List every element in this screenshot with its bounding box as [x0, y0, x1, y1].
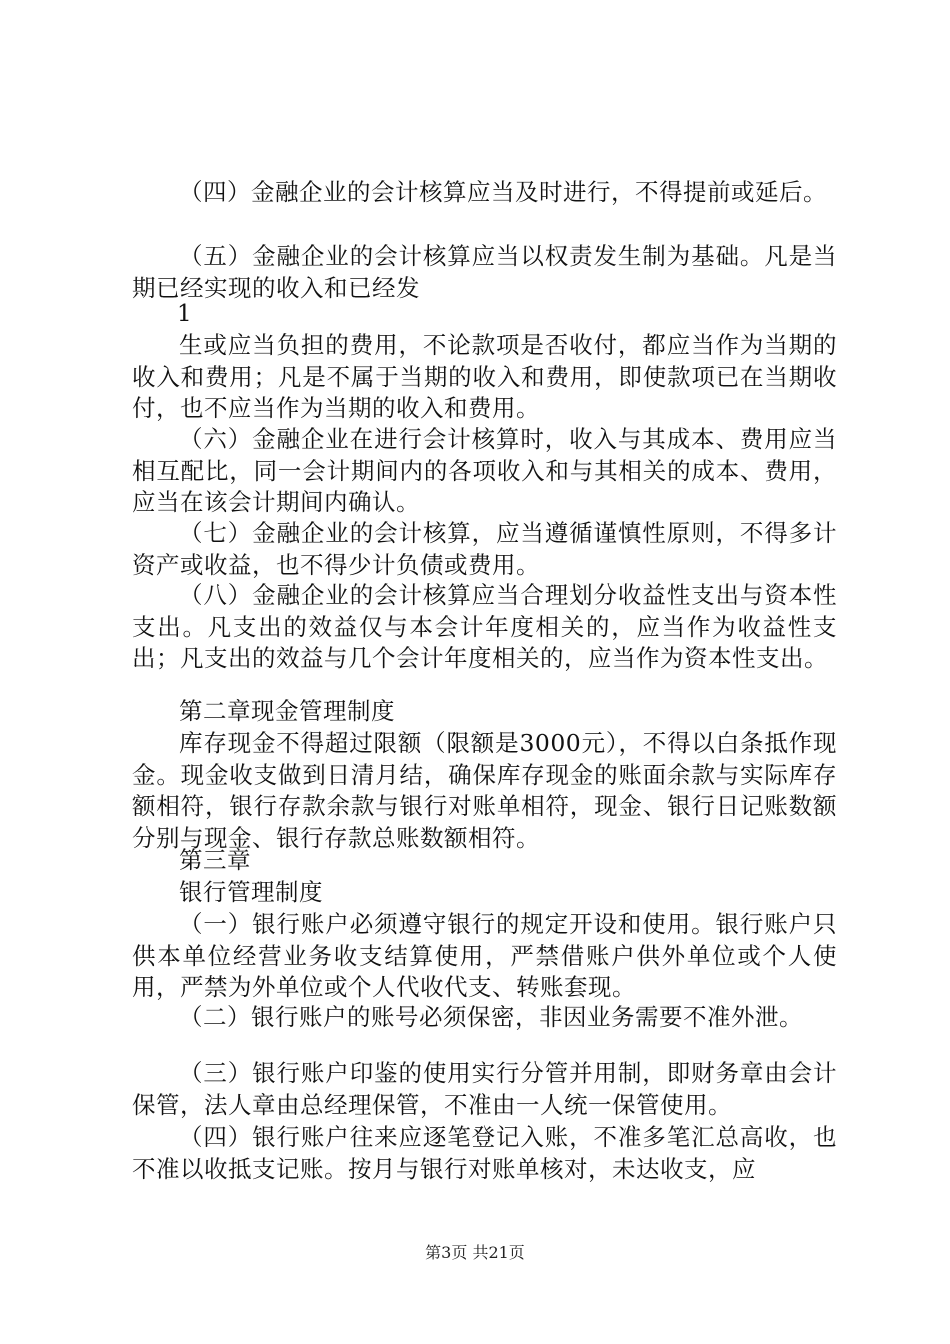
paragraph-4-timeliness: （四）金融企业的会计核算应当及时进行，不得提前或延后。 [179, 178, 827, 206]
paragraph-7-prudence: （七）金融企业的会计核算，应当遵循谨慎性原则，不得多计资产或收益，也不得少计负债或费用。 [132, 519, 837, 579]
bank-item-4: （四）银行账户往来应逐笔登记入账，不准多笔汇总高收，也不准以收抵支记账。按月与银行对账单核对，未达收支，应 [132, 1123, 837, 1183]
inline-page-number: 1 [177, 301, 192, 327]
bank-management-heading: 银行管理制度 [179, 878, 323, 906]
chapter-3-heading: 第三章 [179, 846, 251, 874]
paragraph-6-matching: （六）金融企业在进行会计核算时，收入与其成本、费用应当相互配比，同一会计期间内的各项收入和与其相关的成本、费用，应当在该会计期间内确认。 [132, 425, 837, 516]
paragraph-5-continued: 生或应当负担的费用，不论款项是否收付，都应当作为当期的收入和费用；凡是不属于当期的收入和费用，即使款项已在当期收付，也不应当作为当期的收入和费用。 [132, 331, 837, 422]
bank-item-2: （二）银行账户的账号必须保密，非因业务需要不准外泄。 [179, 1003, 803, 1031]
paragraph-5-accrual: （五）金融企业的会计核算应当以权责发生制为基础。凡是当期已经实现的收入和已经发 [132, 242, 837, 302]
bank-item-3: （三）银行账户印鉴的使用实行分管并用制，即财务章由会计保管，法人章由总经理保管，不准由一人统一保管使用。 [132, 1059, 837, 1119]
cash-management-paragraph: 库存现金不得超过限额（限额是3000元），不得以白条抵作现金。现金收支做到日清月结，确保库存现金的账面余款与实际库存额相符，银行存款余款与银行对账单相符，现金、银行日记账数额分别与现金、银行存款总账数额相符。 [132, 729, 837, 852]
paragraph-8-expenditure: （八）金融企业的会计核算应当合理划分收益性支出与资本性支出。凡支出的效益仅与本会计年度相关的，应当作为收益性支出；凡支出的效益与几个会计年度相关的，应当作为资本性支出。 [132, 581, 837, 672]
bank-item-1: （一）银行账户必须遵守银行的规定开设和使用。银行账户只供本单位经营业务收支结算使用，严禁借账户供外单位或个人使用，严禁为外单位或个人代收代支、转账套现。 [132, 910, 837, 1001]
chapter-2-heading: 第二章现金管理制度 [179, 697, 395, 725]
page-footer: 第3页 共21页 [425, 1243, 525, 1262]
